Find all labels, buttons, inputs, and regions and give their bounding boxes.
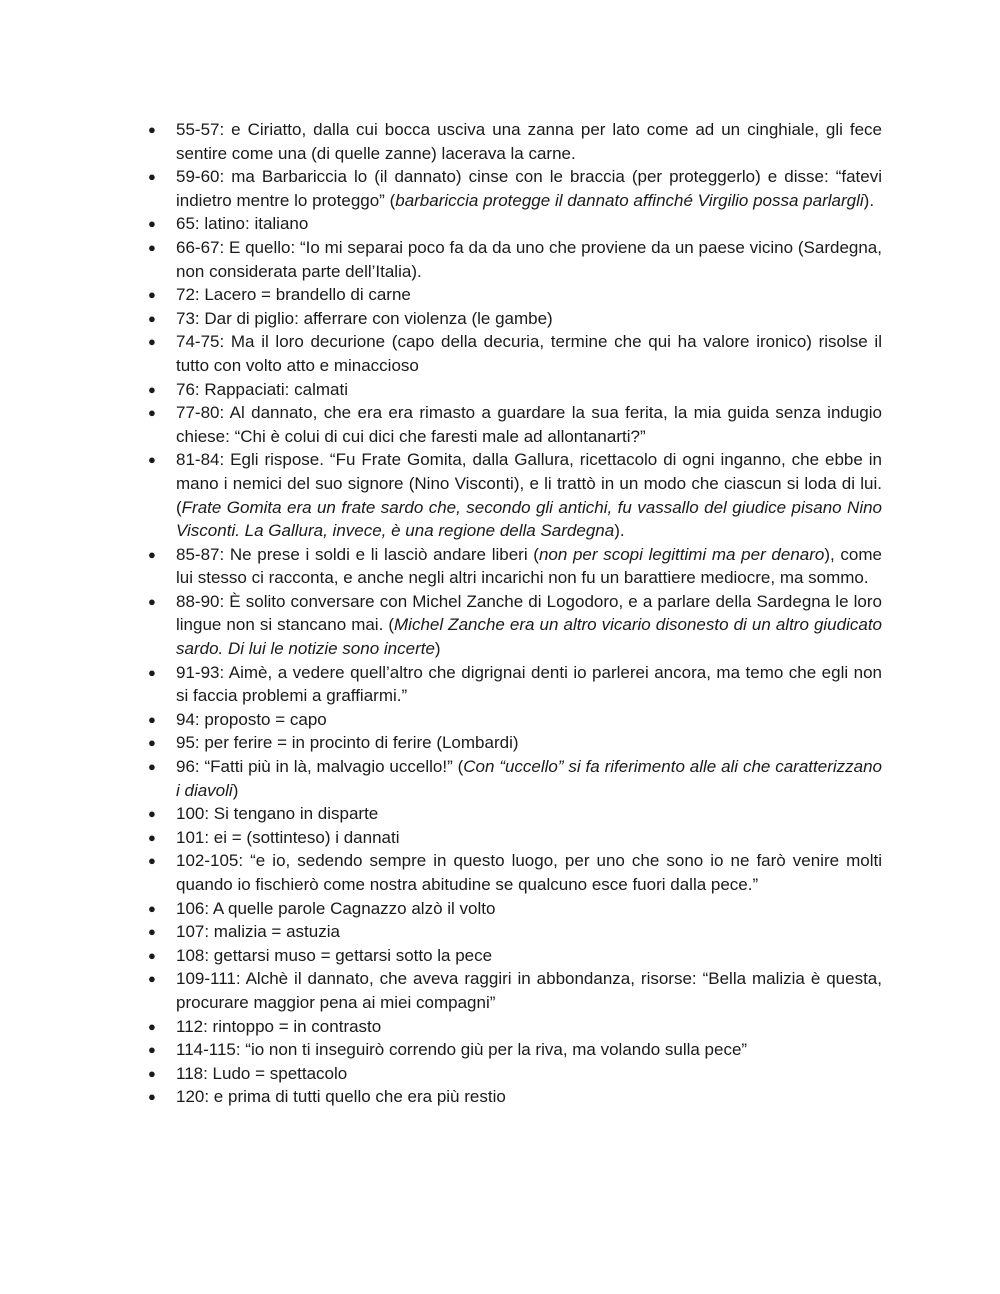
text-segment: 95: per ferire = in procinto di ferire (Lombardi) [176,733,519,753]
text-segment: 94: proposto = capo [176,709,327,729]
notes-list [148,118,882,1109]
bullet-icon: ● [148,239,156,255]
text-segment: 96: “Fatti più in là, malvagio uccello!” ( [176,757,464,777]
list-item-text [176,849,882,896]
italic-note: non per scopi legittimi ma per denaro [538,544,825,564]
list-item-text [176,1085,882,1109]
list-item [148,212,882,236]
text-segment: ). [614,521,625,541]
list-item-text [176,118,882,165]
list-item [148,661,882,708]
list-item-text [176,802,882,826]
bullet-icon: ● [148,664,156,680]
text-segment: ), come lui stesso ci racconta, e anche negli altri incarichi non fu un barattiere mediocre, ma sommo. [176,544,882,588]
text-segment: ). [863,190,875,210]
bullet-icon: ● [148,759,156,775]
text-segment: 66-67: E quello: “Io mi separai poco fa da da uno che proviene da un paese vicino (Sardegna, non considerata parte dell’Italia). [176,237,882,281]
bullet-icon: ● [148,1018,156,1034]
text-segment: 88-90: È solito conversare con Michel Zanche di Logodoro, e a parlare della Sardegna le loro lingue non si stancano mai. ( [176,591,882,635]
bullet-icon: ● [148,829,156,845]
list-item [148,944,882,968]
italic-note: Frate Gomita era un frate sardo che, secondo gli antichi, fu vassallo del giudice pisano Nino Visconti. La Gallura, invece, è una regione della Sardegna [176,497,882,541]
text-segment: 120: e prima di tutti quello che era più restio [176,1087,506,1107]
list-item [148,543,882,590]
bullet-icon: ● [148,122,156,137]
list-item [148,401,882,448]
bullet-icon: ● [148,853,156,869]
bullet-icon: ● [148,593,156,609]
bullet-icon: ● [148,806,156,822]
list-item [148,967,882,1014]
list-item-text [176,236,882,283]
bullet-icon: ● [148,971,156,987]
list-item [148,731,882,755]
bullet-icon: ● [148,546,156,562]
list-item-text [176,1015,882,1039]
bullet-icon: ● [148,947,156,963]
list-item-text [176,826,882,850]
bullet-icon: ● [148,310,156,326]
list-item [148,590,882,661]
list-item [148,118,882,165]
italic-note: Con “uccello” si fa riferimento alle ali che caratterizzano i diavoli [176,757,882,800]
bullet-icon: ● [148,216,156,232]
list-item-text [176,212,882,236]
list-item-text [176,708,882,732]
text-segment: ) [434,639,441,659]
bullet-icon: ● [148,711,156,727]
bullet-icon: ● [148,900,156,916]
text-segment: 106: A quelle parole Cagnazzo alzò il volto [176,898,496,918]
bullet-icon: ● [148,1042,156,1058]
bullet-icon: ● [148,381,156,397]
text-segment: 112: rintoppo = in contrasto [176,1016,382,1036]
bullet-icon: ● [148,1065,156,1081]
text-segment: 72: Lacero = brandello di carne [176,285,411,305]
list-item [148,378,882,402]
text-segment: 108: gettarsi muso = gettarsi sotto la pece [176,945,493,965]
list-item [148,1085,882,1109]
bullet-icon: ● [148,735,156,751]
text-segment: 100: Si tengano in disparte [176,804,379,824]
list-item-text [176,283,882,307]
list-item [148,755,882,802]
list-item [148,826,882,850]
text-segment: 81-84: Egli rispose. “Fu Frate Gomita, dalla Gallura, ricettacolo di ogni inganno, che ebbe in mano i nemici del suo signore (Nino Visconti), e li trattò in un modo che ciascun si loda di lui. ( [176,450,882,517]
list-item-text [176,543,882,590]
list-item [148,307,882,331]
list-item-text [176,165,882,212]
text-segment: 74-75: Ma il loro decurione (capo della decuria, termine che qui ha valore ironico) risolse il tutto con volto atto e minaccioso [176,332,882,375]
list-item [148,283,882,307]
text-segment: 85-87: Ne prese i soldi e li lasciò andare liberi ( [176,544,539,564]
list-item-text [176,731,882,755]
text-segment: 114-115: “io non ti inseguirò correndo giù per la riva, ma volando sulla pece” [176,1040,748,1060]
bullet-icon: ● [148,1089,156,1105]
list-item [148,920,882,944]
text-segment: 76: Rappaciati: calmati [176,379,348,399]
text-segment: 91-93: Aimè, a vedere quell’altro che digrignai denti io parlerei ancora, ma temo che egli non si faccia problemi a graffiarmi.” [176,662,882,706]
text-segment: 101: ei = (sottinteso) i dannati [176,827,400,847]
list-item [148,897,882,921]
list-item-text [176,755,882,802]
list-item [148,236,882,283]
list-item-text [176,1062,882,1086]
text-segment: ) [232,780,239,800]
list-item [148,330,882,377]
list-item-text [176,590,882,661]
text-segment: 73: Dar di piglio: afferrare con violenza (le gambe) [176,308,553,328]
list-item [148,1038,882,1062]
bullet-icon: ● [148,924,156,940]
text-segment: 65: latino: italiano [176,214,309,234]
list-item [148,448,882,542]
list-item-text [176,307,882,331]
list-item [148,708,882,732]
list-item-text [176,448,882,542]
list-item-text [176,944,882,968]
text-segment: 59-60: ma Barbariccia lo (il dannato) cinse con le braccia (per proteggerlo) e disse: “fatevi indietro mentre lo proteggo” ( [176,167,882,210]
text-segment: 109-111: Alchè il dannato, che aveva raggiri in abbondanza, risorse: “Bella malizia è questa, procurare maggior pena ai miei compagni” [176,969,882,1012]
list-item-text [176,967,882,1014]
list-item [148,1062,882,1086]
bullet-icon: ● [148,452,156,468]
bullet-icon: ● [148,287,156,303]
list-item [148,849,882,896]
list-item-text [176,1038,882,1062]
list-item-text [176,401,882,448]
list-item-text [176,378,882,402]
list-item [148,1015,882,1039]
text-segment: 118: Ludo = spettacolo [176,1063,348,1083]
bullet-icon: ● [148,334,156,350]
list-item [148,802,882,826]
list-item [148,165,882,212]
italic-note: barbariccia protegge il dannato affinché Virgilio possa parlargli [395,190,864,210]
list-item-text [176,920,882,944]
bullet-icon: ● [148,405,156,421]
list-item-text [176,897,882,921]
text-segment: 107: malizia = astuzia [176,922,340,942]
text-segment: 77-80: Al dannato, che era era rimasto a guardare la sua ferita, la mia guida senza indugio chiese: “Chi è colui di cui dici che faresti male ad allontanarti?” [176,403,882,446]
list-item-text [176,661,882,708]
text-segment: 102-105: “e io, sedendo sempre in questo luogo, per uno che sono io ne farò venire molti quando io fischierò come nostra abitudine se qualcuno esce fuori dalla pece.” [176,851,882,894]
list-item-text [176,330,882,377]
bullet-icon: ● [148,169,156,185]
text-segment: 55-57: e Ciriatto, dalla cui bocca usciva una zanna per lato come ad un cinghiale, gli fece sentire come una (di quelle zanne) lacerava la carne. [176,120,882,163]
italic-note: Michel Zanche era un altro vicario disonesto di un altro giudicato sardo. Di lui le notizie sono incerte [176,615,883,659]
